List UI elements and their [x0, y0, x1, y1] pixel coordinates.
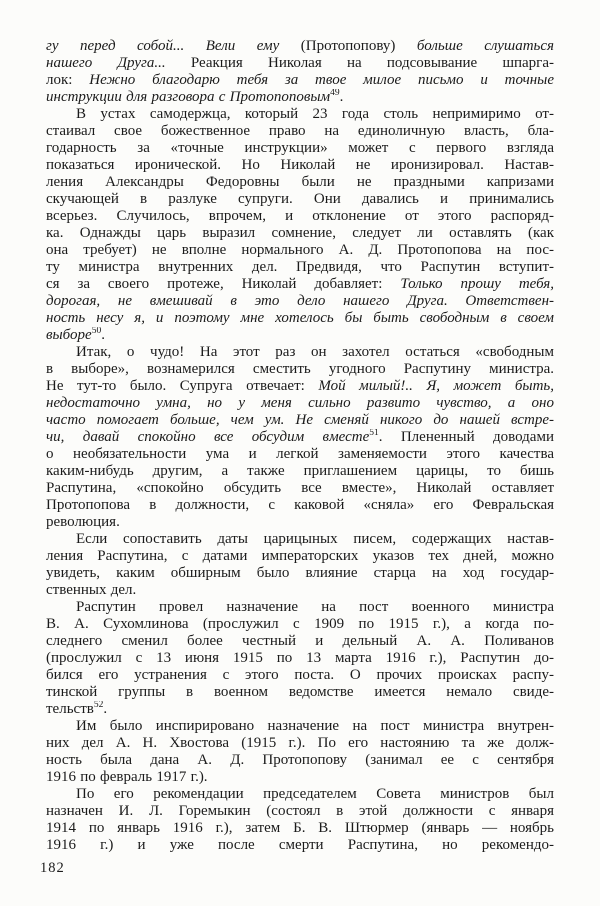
text-line	[46, 225, 554, 242]
text-segment: Им было инспирировано назначение на пост министра внутрен-	[76, 718, 554, 734]
text-line	[46, 293, 554, 310]
text-line	[46, 463, 554, 480]
text-segment: (прослужил с 13 июня 1915 по 13 марта 1916 г.), Распутин до-	[46, 650, 554, 666]
text-segment: ся за своего протеже, Николай добавляет:	[46, 276, 401, 292]
text-segment: стаивал свое божественное право на единоличную власть, бла-	[46, 123, 554, 139]
text-segment: тинской группы в военном ведомстве имеется немало свиде-	[46, 684, 554, 700]
text-line	[46, 701, 554, 718]
page-number: 182	[40, 860, 65, 876]
text-line	[46, 769, 554, 786]
text-segment: Если сопоставить даты царицыных писем, содержащих настав-	[76, 531, 554, 547]
footnote-reference: 49	[330, 89, 340, 98]
text-segment: ственных дел.	[46, 582, 137, 598]
text-line	[46, 412, 554, 429]
text-segment: ту министра внутренних дел. Предвидя, что Распутин вступит-	[46, 259, 554, 275]
text-segment: Мой милый!.. Я, может быть,	[318, 378, 554, 394]
text-line	[46, 786, 554, 803]
text-segment: революция.	[46, 514, 120, 530]
text-segment: каким-нибудь другим, а также приглашением царицы, то бишь	[46, 463, 554, 479]
text-line	[46, 803, 554, 820]
text-line	[46, 242, 554, 259]
text-line	[46, 514, 554, 531]
text-line	[46, 208, 554, 225]
text-line	[46, 820, 554, 837]
text-segment: она требует) не вполне нормального А. Д. Протопопова на пос-	[46, 242, 554, 258]
text-line	[46, 718, 554, 735]
text-segment: .	[101, 327, 105, 343]
text-line	[46, 837, 554, 854]
text-segment: следнего сменил более честный и дельный А. А. Поливанов	[46, 633, 554, 649]
text-segment: чи, давай спокойно все обсудим вместе	[46, 429, 370, 445]
text-segment: .	[103, 701, 108, 717]
text-line	[46, 276, 554, 293]
text-line	[46, 191, 554, 208]
text-segment: Не тут-то было. Супруга отвечает:	[46, 378, 319, 394]
text-segment: годарность за «точные инструкции» может с первого взгляда	[46, 140, 554, 156]
text-line	[46, 361, 554, 378]
text-segment: В устах самодержца, который 23 года столь непримиримо от-	[76, 106, 554, 122]
text-segment: недостаточно умна, но у меня сильно развито чувство, а оно	[46, 395, 554, 411]
text-segment: часто помогает больше, чем ум. Не сменяй никого до нашей встре-	[46, 412, 554, 428]
text-line	[46, 582, 554, 599]
text-segment: . Плененный доводами	[378, 429, 554, 445]
text-segment: нашего Друга...	[46, 55, 191, 71]
text-line	[46, 72, 554, 89]
text-line	[46, 157, 554, 174]
text-line	[46, 327, 554, 344]
text-segment: тельств	[46, 701, 94, 717]
text-line	[46, 650, 554, 667]
text-segment: ность несу я, и поэтому мне хотелось бы быть свободным в своем	[46, 310, 554, 326]
text-line	[46, 735, 554, 752]
text-segment: ность была дана А. Д. Протопопову (занимал ее с сентября	[46, 752, 554, 768]
text-line	[46, 752, 554, 769]
text-segment: показаться иронической. Но Николай не иронизировал. Настав-	[46, 157, 554, 173]
text-segment: увидеть, каким обширным было влияние старца на ход государ-	[46, 565, 554, 581]
text-line	[46, 174, 554, 191]
text-segment: (Протопопову)	[300, 38, 417, 54]
text-segment: 1916 по февраль 1917 г.).	[46, 769, 208, 785]
text-segment: Реакция Николая на подсовывание шпарга-	[190, 55, 554, 71]
text-segment: Итак, о чудо! На этот раз он захотел остаться «свободным	[76, 344, 554, 360]
text-segment: выборе	[46, 327, 92, 343]
text-line	[46, 140, 554, 157]
text-segment: больше слушаться	[416, 38, 554, 54]
text-line	[46, 395, 554, 412]
text-line	[46, 531, 554, 548]
text-line	[46, 548, 554, 565]
text-segment: бился его устранения с этого поста. О прочих происках распу-	[46, 667, 554, 683]
text-line	[46, 38, 554, 55]
text-segment: Нежно благодарю тебя за твое милое письмо и точные	[89, 72, 554, 88]
text-segment: 1914 по январь 1916 г.), затем Б. В. Штюрмер (январь — ноябрь	[46, 820, 554, 836]
text-segment: них дел А. Н. Хвостова (1915 г.). По его настоянию та же долж-	[46, 735, 554, 751]
text-segment: о необязательности ума и легкой заменяемости этого качества	[46, 446, 554, 462]
text-line	[46, 429, 554, 446]
text-segment: В. А. Сухомлинова (прослужил с 1909 по 1915 г.), а когда по-	[46, 616, 554, 632]
text-line	[46, 480, 554, 497]
text-line	[46, 684, 554, 701]
text-line	[46, 667, 554, 684]
text-segment: лок:	[46, 72, 90, 88]
text-line	[46, 599, 554, 616]
text-segment: 1916 г.) и уже после смерти Распутина, но рекомендо-	[46, 837, 554, 853]
footnote-reference: 52	[93, 701, 104, 710]
text-line	[46, 616, 554, 633]
text-segment: ления Распутина, с датами императорских указов тех дней, можно	[46, 548, 554, 564]
text-column	[46, 38, 554, 854]
text-line	[46, 633, 554, 650]
text-segment: Распутин провел назначение на пост военного министра	[76, 599, 554, 615]
text-line	[46, 565, 554, 582]
text-segment: гу перед собой... Вели ему	[46, 38, 301, 54]
text-segment: всерьез. Случилось, впрочем, и отклонение от этого распоряд-	[46, 208, 554, 224]
text-line	[46, 106, 554, 123]
text-segment: Протопопова в должности, с каковой «сняла» его Февральская	[46, 497, 554, 513]
footnote-reference: 50	[91, 327, 102, 336]
text-line	[46, 497, 554, 514]
text-segment: ка. Однажды царь выразил сомнение, следует ли оставлять (как	[46, 225, 554, 241]
text-segment: дорогая, не вмешивай в это дело нашего Друга. Ответствен-	[46, 293, 554, 309]
text-segment: в выборе», вознамерился сместить угодного Распутину министра.	[46, 361, 554, 377]
text-line	[46, 378, 554, 395]
text-line	[46, 89, 554, 106]
text-segment: ления Александры Федоровны были не праздными капризами	[46, 174, 554, 190]
text-segment: Только прошу тебя,	[400, 276, 554, 292]
text-line	[46, 310, 554, 327]
text-segment: .	[339, 89, 344, 105]
text-segment: По его рекомендации председателем Совета министров был	[76, 786, 554, 802]
text-segment: назначен И. Л. Горемыкин (состоял в этой должности с января	[46, 803, 554, 819]
text-line	[46, 55, 554, 72]
text-segment: Распутина, «спокойно обсудить все вместе», Николай оставляет	[46, 480, 554, 496]
text-segment: скучающей в разлуке супруги. Они давались и принимались	[46, 191, 554, 207]
text-segment: инструкции для разговора с Протопоповым	[46, 89, 331, 105]
text-line	[46, 259, 554, 276]
text-line	[46, 123, 554, 140]
text-line	[46, 446, 554, 463]
footnote-reference: 51	[369, 429, 379, 438]
text-line	[46, 344, 554, 361]
